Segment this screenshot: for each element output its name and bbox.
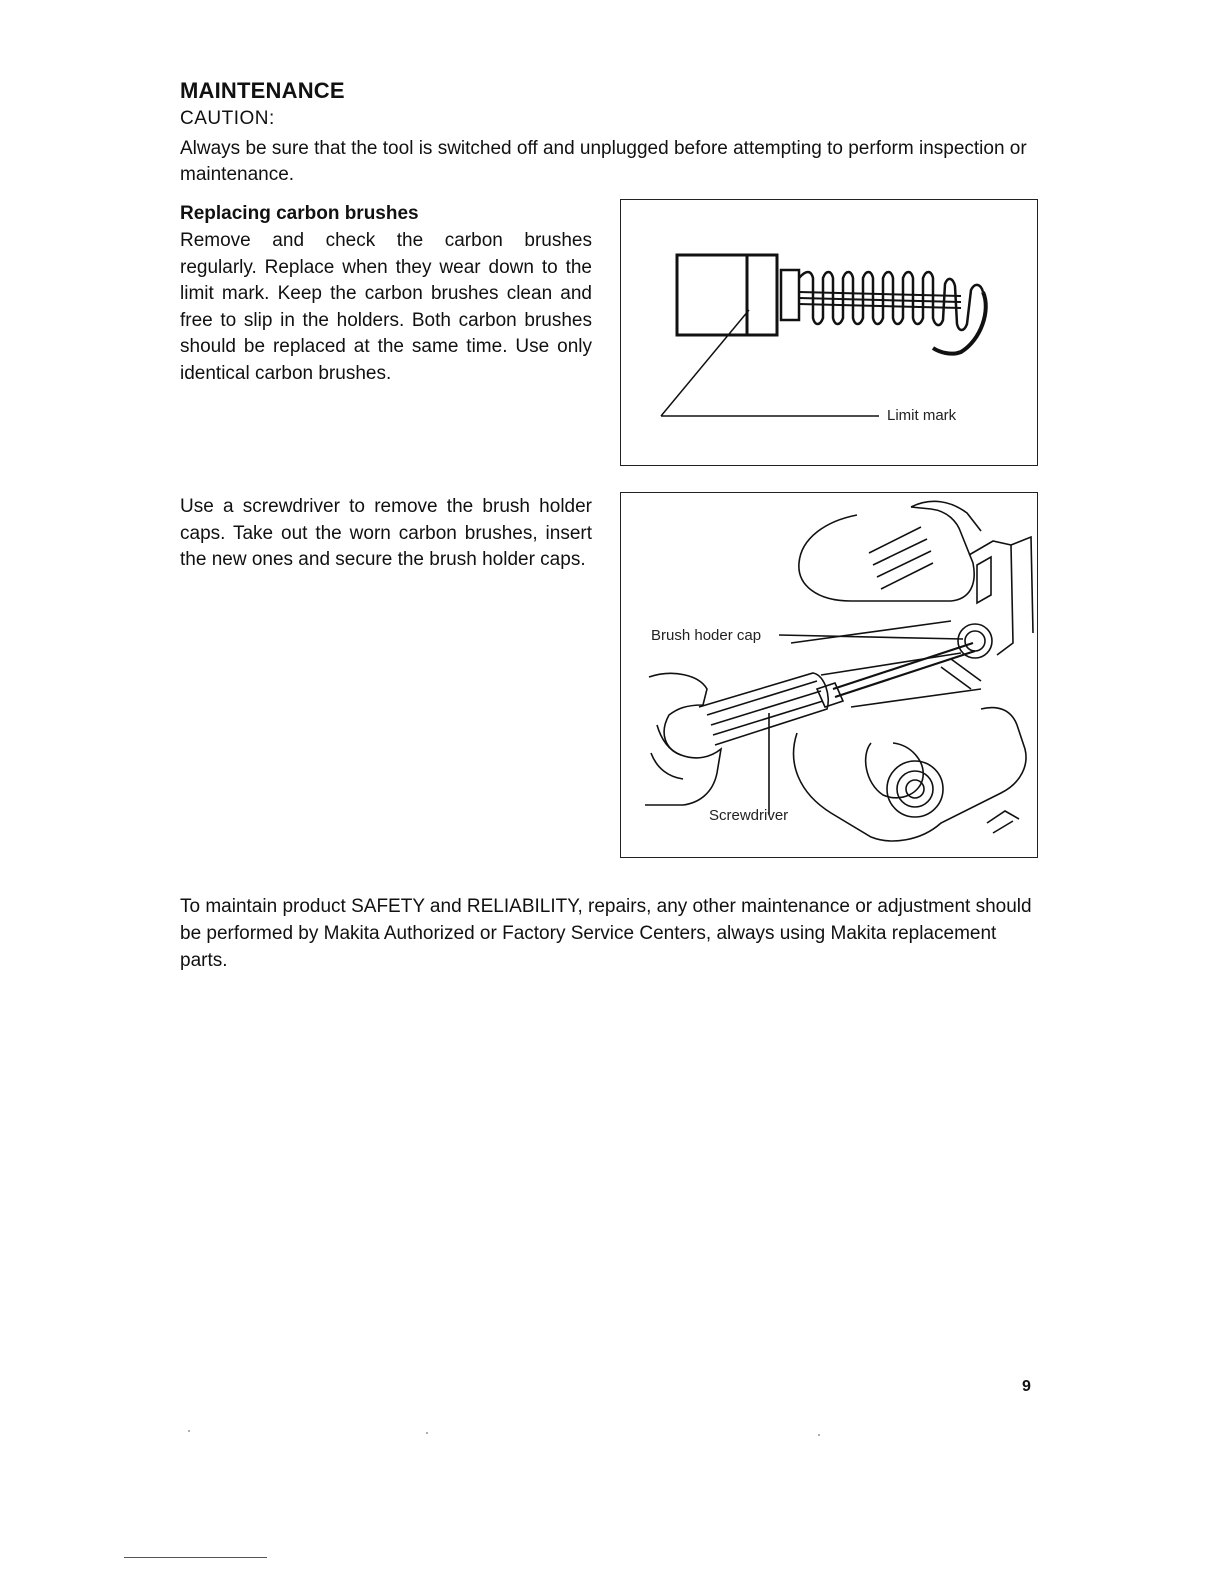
page-number: 9 (1022, 1378, 1031, 1395)
brush-holder-illustration (621, 493, 1037, 857)
bottom-rule (124, 1557, 267, 1558)
brush-instructions: Remove and check the carbon brushes regularly. Replace when they wear down to the limit mark. Keep the carbon brushes clean and free to slip in the holders. Both carbon brushes should be replaced at the same time. Use only identical carbon brushes. (180, 230, 592, 384)
page-heading: MAINTENANCE (180, 78, 345, 103)
caution-label: CAUTION: (180, 108, 275, 129)
carbon-brush-figure (620, 199, 1038, 466)
scan-speck (188, 1430, 190, 1432)
brush-holder-cap-label: Brush hoder cap (651, 627, 762, 644)
limit-mark-label: Limit mark (887, 407, 957, 424)
scan-speck (426, 1432, 428, 1434)
carbon-brush-illustration (621, 200, 1037, 465)
caution-text: Always be sure that the tool is switched off and unplugged before attempting to perform inspection or maintenance. (180, 138, 1027, 185)
screwdriver-label: Screwdriver (709, 807, 789, 824)
scan-speck (818, 1434, 820, 1436)
section-title: Replacing carbon brushes (180, 203, 419, 224)
holder-instructions: Use a screwdriver to remove the brush holder caps. Take out the worn carbon brushes, insert the new ones and secure the brush holder caps. (180, 496, 592, 570)
service-notice: To maintain product SAFETY and RELIABILITY, repairs, any other maintenance or adjustment should be performed by Makita Authorized or Factory Service Centers, always using Makita replacement parts. (180, 896, 1032, 971)
brush-holder-figure (620, 492, 1038, 858)
